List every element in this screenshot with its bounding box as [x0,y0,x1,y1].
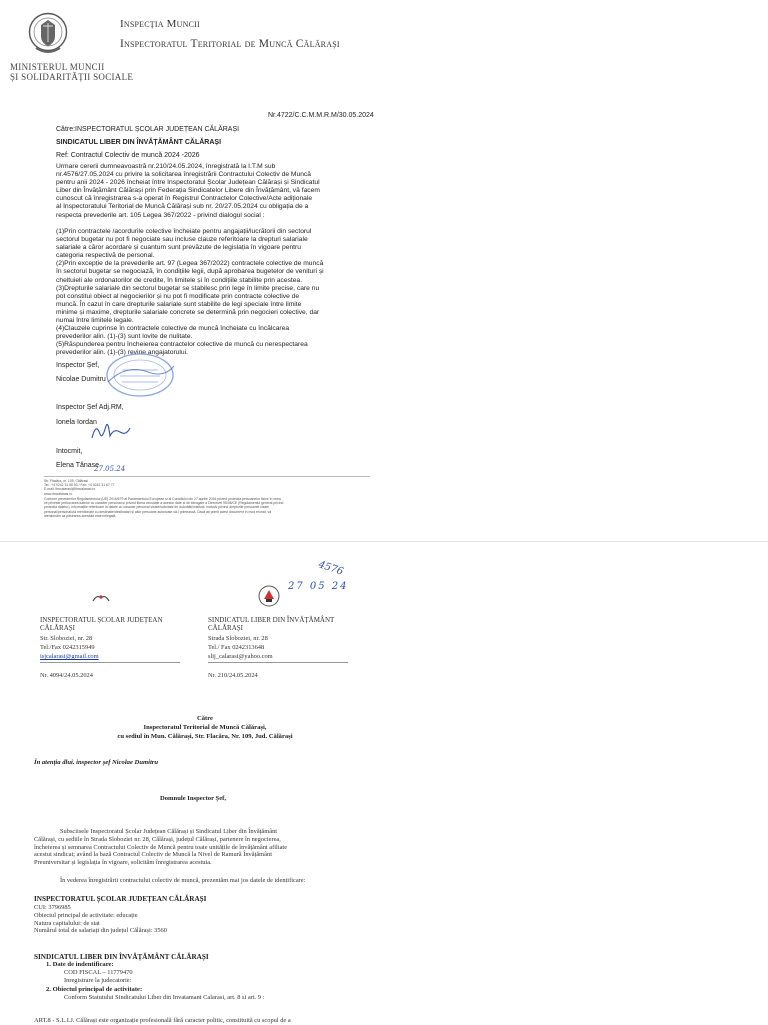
footer-contact-line: Tel.: +4 0242 31 65 53 / Fax: +4 0242 31 67 77 [44,483,115,488]
clause-line: sectorul bugetar nu pot fi negociate sau incluse clauze referitoare la drepturi salariale [56,236,308,244]
intro-line: al Inspectoratului Teritorial de Muncă Călărași sub nr. 20/27.05.2024 cu obligația de a [56,203,309,211]
request-line: Subsciisele Inspectoratul Școlar Județean Călărași și Sindicatul Liber din Învățământ [60,828,278,835]
slij-item-1-details [64,969,133,985]
right-header-divider [208,662,348,663]
request-line: încheierea și semnarea Contractului Colectiv de Muncă pentru toate unitățile de învățământ afiliate [34,843,288,851]
handwritten-registration-date: 27 05 24 [288,581,349,592]
right-org-address: Strada Sloboziei, nr. 28 [208,635,268,642]
footer-contact-line: www.itmcalarasi.ro [44,491,73,496]
government-crest-icon [28,12,68,58]
clause-line: minime și maxime, drepturile salariale concrete se determină prin negocieri colective, dar [56,308,320,316]
left-org-address: Str. Sloboziei, nr. 28 [40,635,93,642]
slij-detail-line: Inregistrare la judecatorie: [64,976,132,984]
handwritten-date: 27.05.24 [94,465,126,473]
clauses-list [56,228,376,358]
left-org-phone: Tel./Fax 0242315949 [40,644,95,651]
recipient-name: Inspectoratul Teritorial de Muncă Călărași, [143,724,267,731]
right-org-name-2: CĂLĂRAȘI [208,624,244,632]
right-org-number: Nr. 210/24.05.2024 [208,672,258,679]
request-line: acestui sindicat; având la bază Contractul Colectiv de Muncă la Nivel de Ramură Învățământ [34,851,272,859]
left-header-divider [40,662,180,663]
intro-paragraph [56,163,376,220]
intro-line: pentru anii 2024 - 2026 încheiat între Inspectoratul Școlar Județean Călărași și Sindicatul [56,179,320,187]
ministry-line-2: ȘI SOLIDARITĂȚII SOCIALE [10,72,134,82]
page-separator [0,541,768,542]
salutation: Domnule Inspector Șef, [160,795,226,802]
clause-line: (5)Răspunderea pentru încheierea contractelor colective de muncă cu nerespectarea [56,341,308,349]
official-stamp-icon [104,352,176,398]
institution-title: Inspecția Muncii [120,18,200,30]
footer-divider [44,476,370,477]
footer-gdpr [44,497,380,518]
clause-line: (2)Prin excepție de la prevederile art. 97 (Legea 367/2022) contractele colective de muncă [56,260,324,268]
inspectorate-title: Inspectoratul Teritorial de Muncă Călărași [120,38,340,50]
clause-line: (4)Clauzele cuprinse în contractele colective de muncă încheiate cu încălcarea [56,325,290,333]
slij-item-2-detail: Conform Statutului Sindicatului Liber din Invatamant Calarasi, art. 8 si art. 9 : [64,994,265,1001]
clause-line: salariale a căror acordare și cuantum sunt prevăzute de legislația în vigoare pentru [56,244,301,252]
isj-detail-line: Obiectul principal de activitate: educație [34,911,138,919]
intro-line: nr.4576/27.05.2024 cu privire la solicitarea înregistrării Contractului Colectiv de Muncă [56,171,311,179]
signatory-3-name: Elena Tănase [56,462,100,469]
clause-line: cheltuieli ale ordonatorilor de credite, în limitele și în condițiile stabilite prin acestea. [56,276,303,284]
identification-intro: În vederea înregistrării contractului colectiv de muncă, prezentăm mai jos datele de identificare: [60,877,306,884]
request-line: Preuniversitar și legislația în vigoare, solicităm înregistrarea acestuia. [34,859,212,867]
footer-contact [44,479,374,496]
gdpr-line: atenționăm ca păstrarea acestuia este nelegală. [44,513,117,518]
letter-page-2 [0,545,768,1024]
clause-line: (1)Prin contractele /acordurile colective încheiate pentru angajații/lucrătorii din sectorul [56,228,312,235]
signatory-2-name: Ionela Iordan [56,419,97,426]
left-org-name-1: INSPECTORATUL ȘCOLAR JUDEȚEAN [40,616,163,624]
recipient-address: cu sediul în Mun. Călărași, Str. Flacăra, Nr. 109, Jud. Călărași [117,733,293,740]
reference-line: Ref: Contractul Colectiv de muncă 2024 -2026 [56,152,200,159]
ministry-line-1: MINISTERUL MUNCII [10,62,105,72]
intro-line: cunoscut că înregistrarea s-a operat în Registrul Contractelor Colective/Acte adiționale [56,195,313,203]
clause-line: prevederilor alin. (1)-(3) revine angajatorului. [56,349,188,357]
clause-line: pot constitui obiect al negocierilor și nu pot fi modificate prin contracte colective de [56,292,300,300]
clause-line: numai între limitele legale. [56,317,134,325]
right-org-name-1: SINDICATUL LIBER DIN ÎNVĂȚĂMÂNT [208,616,335,624]
left-org-name-2: CĂLĂRAȘI [40,624,76,632]
signatory-3-role: Intocmit, [56,448,83,455]
isj-detail-line: Numărul total de salariați din județul Călărași: 3560 [34,927,167,935]
clause-line: prevederilor alin. (1)-(3) sunt lovite de nulitate. [56,333,193,341]
gdpr-line: protecția datelor), informațiile referitoare la datele cu caracter personal vizate/solicitate de autorități/instituții, inclusiv privind drepturile persoanei vizate [44,505,270,510]
right-org-email: slij_calarasi@yahoo.com [208,653,273,660]
slij-item-1: 1. Date de indentificare: [46,961,114,968]
isj-logo-icon [92,593,110,603]
isj-details [34,904,167,935]
isj-detail-line: Natura capitalului: de stat [34,919,100,927]
signatory-2-role: Inspector Șef Adj.RM, [56,404,124,411]
clause-line: în sectorul bugetar se negociază, în condițiile legii, după aprobarea bugetelor de venituri și [56,268,324,276]
registration-number: Nr.4722/C.C.M.M.R.M/30.05.2024 [268,112,374,119]
attention-line: În atenția dlui. inspector șef Nicolae Dumitru [34,759,159,766]
article-line: ART.8 - S.L.I.J. Călărași este organizație profesională fără caracter politic, constituită cu scopul de a [34,1017,291,1024]
slij-logo-icon [258,585,280,607]
signatory-1-role: Inspector Șef, [56,362,100,369]
intro-line: Liber din Învățământ Călărași prin Federația Sindicatelor Libere din Învățământ, vă facem [56,187,320,195]
slij-heading: SINDICATUL LIBER DIN ÎNVĂȚĂMÂNT CĂLĂRAȘI [34,953,209,961]
intro-line: Urmare cererii dumneavoastră nr.210/24.05.2024, înregistrată la I.T.M sub [56,163,276,170]
clause-line: muncă. În cazul în care drepturile salariale sunt stabilite de legi speciale între limite [56,300,302,308]
recipient-line-1: Către:INSPECTORATUL ȘCOLAR JUDEȚEAN CĂLĂRAȘI [56,126,240,133]
request-paragraph [34,828,364,867]
left-org-email-link[interactable]: isjcalarasi@gmail.com [40,653,99,660]
gdpr-line: Conform prevederilor Regulamentului (UE) 2016/679 al Parlamentului European și al Consiliului din 27 aprilie 2016 privind protecția persoanelor fizice în ceea [44,497,281,501]
request-line: Călărași, cu sediile în Strada Sloboziei nr. 28, Călărași, județul Călărași, partenere în negocierea, [34,835,281,843]
signature-icon [86,418,132,444]
isj-detail-line: CUI: 3796985 [34,904,71,911]
right-org-phone: Tel./ Fax 0242313648 [208,644,265,651]
gdpr-line: ce privește prelucrarea datelor cu caracter personal și privind libera circulație a acestor date și de abrogare a Directivei 95/46/CE (Regulamentul general privind [44,501,284,506]
recipient-line-2: SINDICATUL LIBER DIN ÎNVĂȚĂMÂNT CĂLĂRAȘI [56,139,222,146]
left-org-number: Nr. 4094/24.05.2024 [40,672,93,679]
intro-line: respecta prevederile art. 105 Legea 367/2022 - privind dialogul social : [56,211,265,219]
handwritten-registration: 4576 [316,559,345,578]
slij-detail-line: COD FISCAL – 11779470 [64,969,133,976]
footer-contact-line: Str. Flacăra, nr. 109, Călărași [44,479,88,483]
signatory-1-name: Nicolae Dumitru [56,376,106,383]
recipient-to: Către [197,715,213,722]
isj-heading: INSPECTORATUL ȘCOLAR JUDEȚEAN CĂLĂRAȘI [34,895,207,903]
slij-item-2: 2. Obiectul principal de activitate: [46,986,143,993]
gdpr-line: personal/personalului mentionate cu destinatie/destinatari și altor persoane autorizate să-l primească. Dacă ați primit acest document în mod eronat, vă [44,509,272,514]
footer-contact-line: E-mail: itmcalarasi@itmcalarasi.ro [44,487,96,492]
clause-line: categoria respectivă de personal. [56,252,155,260]
clause-line: (3)Drepturile salariale din sectorul bugetar se stabilesc prin lege în limite precise, care nu [56,284,320,292]
